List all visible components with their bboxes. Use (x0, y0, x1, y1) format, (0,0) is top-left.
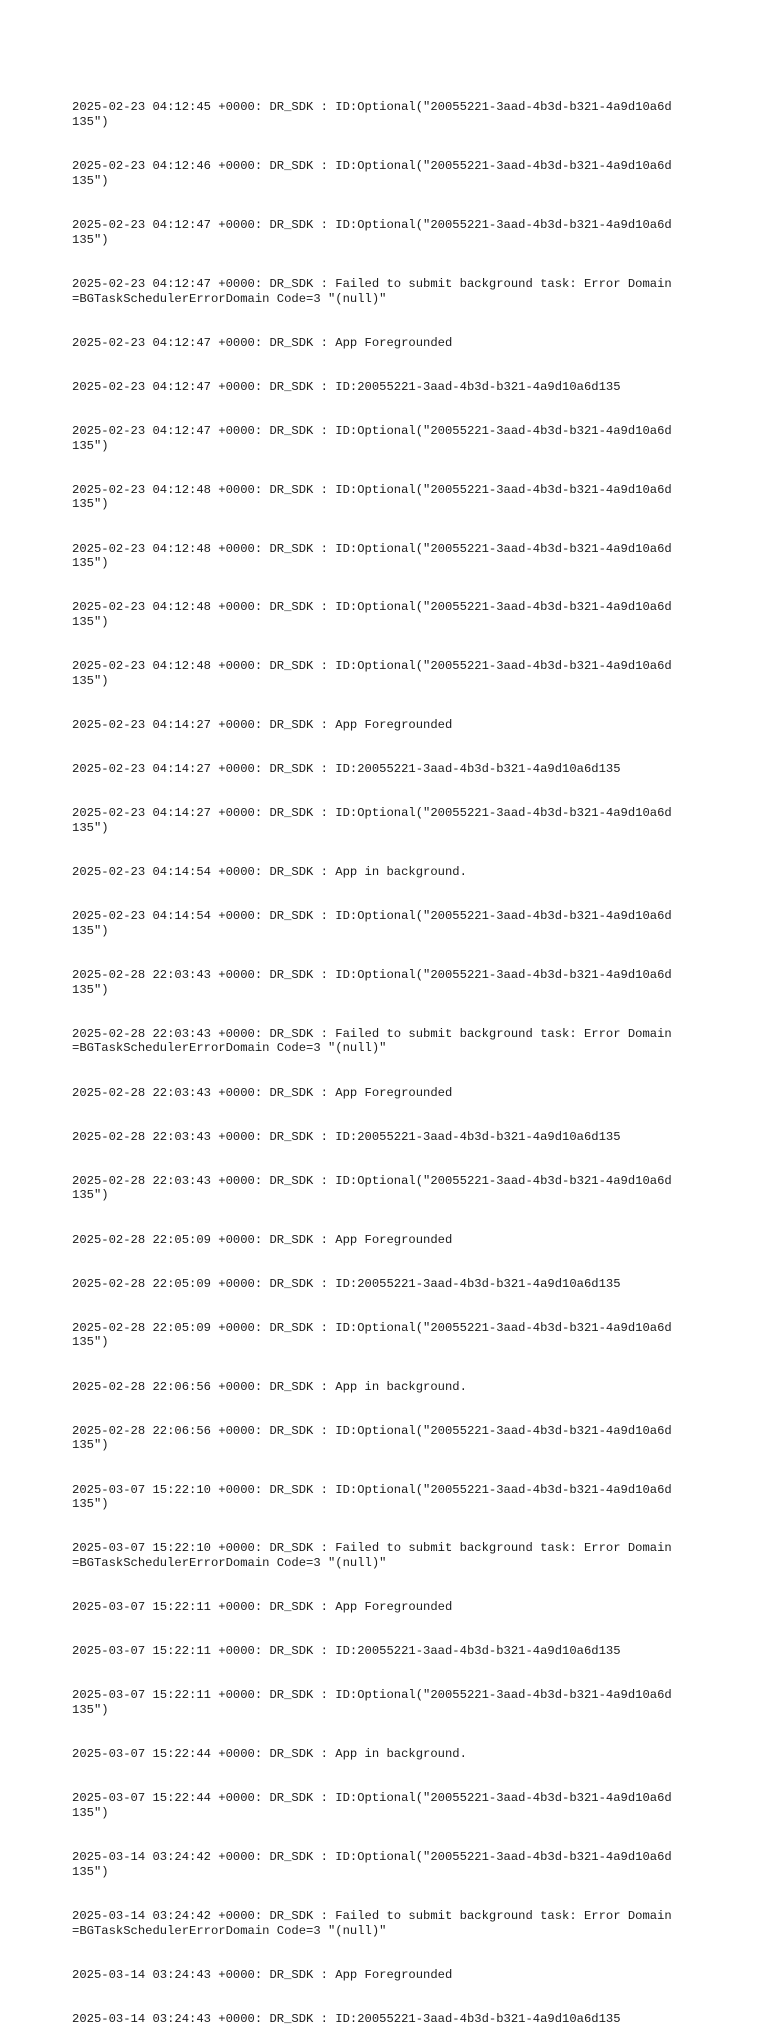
log-line: 2025-03-07 15:22:44 +0000: DR_SDK : App in background. (72, 1747, 467, 1762)
log-line: 2025-02-23 04:12:48 +0000: DR_SDK : ID:Optional("20055221-3aad-4b3d-b321-4a9d10a6d135") (72, 659, 672, 688)
log-line: 2025-02-28 22:05:09 +0000: DR_SDK : ID:20055221-3aad-4b3d-b321-4a9d10a6d135 (72, 1276, 621, 1291)
log-line: 2025-02-23 04:12:47 +0000: DR_SDK : App Foregrounded (72, 335, 453, 350)
log-line: 2025-02-28 22:03:43 +0000: DR_SDK : ID:20055221-3aad-4b3d-b321-4a9d10a6d135 (72, 1129, 621, 1144)
log-line: 2025-03-07 15:22:44 +0000: DR_SDK : ID:Optional("20055221-3aad-4b3d-b321-4a9d10a6d135") (72, 1791, 672, 1820)
log-line: 2025-02-23 04:14:54 +0000: DR_SDK : ID:Optional("20055221-3aad-4b3d-b321-4a9d10a6d135") (72, 909, 672, 938)
log-line: 2025-02-23 04:12:48 +0000: DR_SDK : ID:Optional("20055221-3aad-4b3d-b321-4a9d10a6d135") (72, 482, 672, 512)
log-output (72, 71, 672, 2041)
log-line: 2025-03-14 03:24:42 +0000: DR_SDK : Failed to submit background task: Error Domain=BGTaskSchedulerErrorDomain Code=3 "(null)" (72, 1908, 672, 1938)
log-line: 2025-02-23 04:12:47 +0000: DR_SDK : Failed to submit background task: Error Domain=BGTaskSchedulerErrorDomain Code=3 "(null)" (72, 276, 672, 306)
log-line: 2025-02-28 22:05:09 +0000: DR_SDK : App Foregrounded (72, 1232, 453, 1247)
log-line: 2025-02-28 22:03:43 +0000: DR_SDK : App Foregrounded (72, 1085, 453, 1100)
log-line: 2025-03-14 03:24:42 +0000: DR_SDK : ID:Optional("20055221-3aad-4b3d-b321-4a9d10a6d135") (72, 1850, 672, 1879)
log-line: 2025-03-07 15:22:11 +0000: DR_SDK : ID:20055221-3aad-4b3d-b321-4a9d10a6d135 (72, 1644, 621, 1659)
log-line: 2025-03-07 15:22:11 +0000: DR_SDK : ID:Optional("20055221-3aad-4b3d-b321-4a9d10a6d135") (72, 1688, 672, 1718)
log-line: 2025-02-23 04:12:46 +0000: DR_SDK : ID:Optional("20055221-3aad-4b3d-b321-4a9d10a6d135") (72, 159, 672, 188)
log-line: 2025-02-23 04:12:47 +0000: DR_SDK : ID:Optional("20055221-3aad-4b3d-b321-4a9d10a6d135") (72, 423, 672, 453)
log-line: 2025-03-14 03:24:43 +0000: DR_SDK : App Foregrounded (72, 1967, 453, 1982)
log-line: 2025-02-28 22:03:43 +0000: DR_SDK : Failed to submit background task: Error Domain=BGTaskSchedulerErrorDomain Code=3 "(null)" (72, 1026, 672, 1056)
log-line: 2025-03-07 15:22:11 +0000: DR_SDK : App Foregrounded (72, 1600, 453, 1615)
log-line: 2025-02-28 22:05:09 +0000: DR_SDK : ID:Optional("20055221-3aad-4b3d-b321-4a9d10a6d135") (72, 1320, 672, 1350)
log-line: 2025-02-28 22:06:56 +0000: DR_SDK : App in background. (72, 1379, 467, 1394)
log-line: 2025-02-23 04:12:47 +0000: DR_SDK : ID:20055221-3aad-4b3d-b321-4a9d10a6d135 (72, 379, 621, 394)
log-line: 2025-03-07 15:22:10 +0000: DR_SDK : ID:Optional("20055221-3aad-4b3d-b321-4a9d10a6d135") (72, 1482, 672, 1512)
log-line: 2025-03-07 15:22:10 +0000: DR_SDK : Failed to submit background task: Error Domain=BGTaskSchedulerErrorDomain Code=3 "(null)" (72, 1541, 672, 1571)
log-line: 2025-02-23 04:14:27 +0000: DR_SDK : App Foregrounded (72, 717, 453, 732)
log-line: 2025-02-28 22:06:56 +0000: DR_SDK : ID:Optional("20055221-3aad-4b3d-b321-4a9d10a6d135") (72, 1423, 672, 1453)
log-line: 2025-03-14 03:24:43 +0000: DR_SDK : ID:20055221-3aad-4b3d-b321-4a9d10a6d135 (72, 2011, 621, 2026)
log-line: 2025-02-23 04:14:54 +0000: DR_SDK : App in background. (72, 864, 467, 879)
log-line: 2025-02-23 04:12:45 +0000: DR_SDK : ID:Optional("20055221-3aad-4b3d-b321-4a9d10a6d135") (72, 100, 672, 130)
log-line: 2025-02-28 22:03:43 +0000: DR_SDK : ID:Optional("20055221-3aad-4b3d-b321-4a9d10a6d135") (72, 967, 672, 997)
log-line: 2025-02-23 04:14:27 +0000: DR_SDK : ID:Optional("20055221-3aad-4b3d-b321-4a9d10a6d135") (72, 806, 672, 835)
log-line: 2025-02-28 22:03:43 +0000: DR_SDK : ID:Optional("20055221-3aad-4b3d-b321-4a9d10a6d135") (72, 1173, 672, 1203)
log-line: 2025-02-23 04:12:48 +0000: DR_SDK : ID:Optional("20055221-3aad-4b3d-b321-4a9d10a6d135") (72, 541, 672, 571)
log-line: 2025-02-23 04:12:47 +0000: DR_SDK : ID:Optional("20055221-3aad-4b3d-b321-4a9d10a6d135") (72, 218, 672, 247)
log-line: 2025-02-23 04:12:48 +0000: DR_SDK : ID:Optional("20055221-3aad-4b3d-b321-4a9d10a6d135") (72, 600, 672, 630)
log-line: 2025-02-23 04:14:27 +0000: DR_SDK : ID:20055221-3aad-4b3d-b321-4a9d10a6d135 (72, 762, 621, 777)
